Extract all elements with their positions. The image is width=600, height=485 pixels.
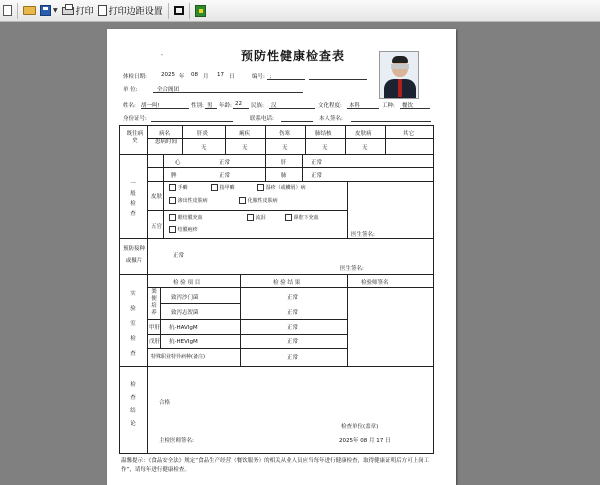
lab-item-result: 正常 xyxy=(287,339,299,345)
general-doctor-sign-label: 医生签名: xyxy=(351,232,375,238)
id-photo xyxy=(379,51,419,99)
exam-unit-stamp-label: 检查单位(盖章) xyxy=(341,424,379,430)
liver-label: 肝 xyxy=(281,160,287,166)
new-document-icon xyxy=(3,5,12,16)
conclusion-date: 2025年 08 月 17 日 xyxy=(339,438,391,444)
history-header-skin-disease: 皮肤病 xyxy=(355,131,372,137)
unit-value: 全合阁团 xyxy=(157,87,180,93)
lab-item-name: 致泻志贺菌 xyxy=(171,310,199,316)
lab-item-result: 正常 xyxy=(287,355,299,361)
new-button[interactable] xyxy=(1,2,14,20)
year-label: 年 xyxy=(179,74,185,80)
dropdown-arrow-icon[interactable]: ▼ xyxy=(53,7,58,14)
job-value: 餐饮 xyxy=(402,103,414,109)
vaccine-label: 预防接种或摄片 xyxy=(122,246,145,264)
checkbox[interactable] xyxy=(169,226,176,233)
lab-header-result: 检 验 结 果 xyxy=(273,280,301,286)
facial-option: 眼结膜充血 xyxy=(169,214,203,221)
general-exam-label: 一般检查 xyxy=(130,181,136,217)
checkbox[interactable] xyxy=(239,197,246,204)
number-label: 编号: xyxy=(252,74,265,80)
ethnic-underline xyxy=(269,108,315,109)
folder-open-icon xyxy=(23,6,36,15)
ethnic-value: 汉 xyxy=(271,103,277,109)
age-underline xyxy=(233,108,249,109)
history-header-hepatitis: 肝炎 xyxy=(197,131,209,137)
job-label: 工种: xyxy=(382,103,395,109)
form-title: 预防性健康检查表 xyxy=(241,49,346,63)
lab-item-group: 戊肝 xyxy=(149,339,161,345)
spleen-label: 脾 xyxy=(171,173,177,179)
page-setup-button[interactable] xyxy=(96,2,165,20)
checkbox[interactable] xyxy=(169,197,176,204)
unit-label: 单 位: xyxy=(123,87,138,93)
frame-icon xyxy=(174,6,184,15)
chief-doctor-label: 主检医师签名: xyxy=(159,438,194,444)
toolbar-separator xyxy=(189,3,190,19)
education-value: 本科 xyxy=(349,103,361,109)
exit-icon xyxy=(195,5,206,17)
checkbox[interactable] xyxy=(247,214,254,221)
signature-underline xyxy=(351,121,431,122)
checkbox[interactable] xyxy=(211,184,218,191)
number-value: ； xyxy=(269,74,275,80)
toolbar-separator xyxy=(168,3,169,19)
lab-item-result: 正常 xyxy=(287,310,299,316)
education-underline xyxy=(347,108,379,109)
history-header-typhoid: 伤寒 xyxy=(279,131,291,137)
gender-label: 性别: xyxy=(191,103,204,109)
heart-value: 正常 xyxy=(219,160,231,166)
skin-option: 化脓性皮肤病 xyxy=(239,197,278,204)
history-header-other: 其它 xyxy=(403,131,415,137)
age-label: 年龄: xyxy=(219,103,232,109)
signature-label: 本人签名: xyxy=(319,116,343,122)
exit-button[interactable] xyxy=(193,2,208,20)
exam-year: 2025 xyxy=(161,72,175,78)
skin-label: 皮肤 xyxy=(151,194,163,200)
skin-option: 指甲癣 xyxy=(211,184,235,191)
number-underline xyxy=(267,79,305,80)
exam-day: 17 xyxy=(217,72,224,78)
lab-item-group: 甲肝 xyxy=(149,325,161,331)
lab-header-signature: 检验师签名 xyxy=(361,280,389,286)
conclusion-label: 检查结论 xyxy=(130,382,136,427)
checkbox[interactable] xyxy=(169,214,176,221)
exam-month: 08 xyxy=(191,72,198,78)
number-underline xyxy=(309,79,367,80)
history-value: 无 xyxy=(282,145,288,151)
unit-underline xyxy=(153,92,303,93)
open-button[interactable] xyxy=(21,2,38,20)
lung-value: 正常 xyxy=(311,173,323,179)
exam-date-label: 体检日期: xyxy=(123,74,147,80)
history-header-dysentery: 痢疾 xyxy=(239,131,251,137)
lab-item-name: 特殊职业特异病种(备注) xyxy=(151,354,205,360)
phone-underline xyxy=(281,121,313,122)
name-value: 胡一叫! xyxy=(141,103,160,109)
spleen-value: 正常 xyxy=(219,173,231,179)
name-label: 姓名: xyxy=(123,103,136,109)
checkbox[interactable] xyxy=(285,214,292,221)
lab-header-item: 检 验 项 目 xyxy=(173,280,201,286)
save-icon xyxy=(40,5,51,16)
job-underline xyxy=(400,108,430,109)
checkbox[interactable] xyxy=(257,184,264,191)
notice-text: 温馨提示：《食品安全法》规定“食品生产经营（餐饮服务）的相关从业人员应当每年进行健康检查，取得健康证明后方可上岗工作”，请每年进行健康检查。 xyxy=(121,458,430,473)
phone-label: 联系电话: xyxy=(250,116,274,122)
facial-option: 鼻腔下充血 xyxy=(285,214,319,221)
lab-exam-label: 实验室检查 xyxy=(130,291,136,357)
history-value: 无 xyxy=(362,145,368,151)
printer-icon xyxy=(62,7,74,15)
lab-item-result: 正常 xyxy=(287,295,299,301)
history-row-label: 患病时间 xyxy=(155,139,178,145)
lung-label: 肺 xyxy=(281,173,287,179)
month-label: 月 xyxy=(203,74,209,80)
skin-option: 渗出性皮肤病 xyxy=(169,197,208,204)
page-setup-label: 打印边距设置 xyxy=(108,7,163,17)
print-preview-page xyxy=(107,29,456,485)
ethnic-label: 民族: xyxy=(251,103,264,109)
checkbox[interactable] xyxy=(169,184,176,191)
liver-value: 正常 xyxy=(311,160,323,166)
print-button[interactable] xyxy=(60,2,96,20)
gender-underline xyxy=(205,108,217,109)
facial-option: 流泪 xyxy=(247,214,266,221)
lab-item-name: 致泻沙门菌 xyxy=(171,295,199,301)
conclusion-value: 合格 xyxy=(159,400,171,406)
stool-culture-label: 粪便培养 xyxy=(151,289,157,316)
vaccine-value: 正常 xyxy=(173,253,185,259)
age-value: 22 xyxy=(235,101,242,107)
day-label: 日 xyxy=(229,74,235,80)
history-value: 无 xyxy=(242,145,248,151)
facial-option: 结膜疱疹 xyxy=(169,226,198,233)
page-icon xyxy=(98,5,107,16)
frame-button[interactable] xyxy=(172,2,186,20)
lab-item-name: 抗-HEVIgM xyxy=(169,339,198,345)
history-value: 无 xyxy=(201,145,207,151)
heart-label: 心 xyxy=(175,160,181,166)
lab-item-name: 抗-HAVIgM xyxy=(169,325,198,331)
history-header-tuberculosis: 肺结核 xyxy=(315,131,332,137)
save-button[interactable] xyxy=(38,2,60,20)
name-underline xyxy=(141,108,189,109)
history-header-disease: 病名 xyxy=(159,131,171,137)
skin-option: 手癣 xyxy=(169,184,188,191)
toolbar-separator xyxy=(17,3,18,19)
education-label: 文化程度: xyxy=(318,103,342,109)
history-label: 既往病史 xyxy=(126,131,144,144)
toolbar xyxy=(0,0,600,22)
id-underline xyxy=(151,121,233,122)
gender-value: 男 xyxy=(207,103,213,109)
skin-option: 湿疹（或鳞屑）病 xyxy=(257,184,306,191)
lab-item-result: 正常 xyxy=(287,325,299,331)
title-mark: 、 xyxy=(161,51,167,57)
vaccine-doctor-sign-label: 医生签名: xyxy=(340,266,364,272)
id-label: 身份证号: xyxy=(123,116,147,122)
facial-label: 五官 xyxy=(151,224,163,230)
print-label: 打印 xyxy=(75,7,94,17)
history-value: 无 xyxy=(322,145,328,151)
